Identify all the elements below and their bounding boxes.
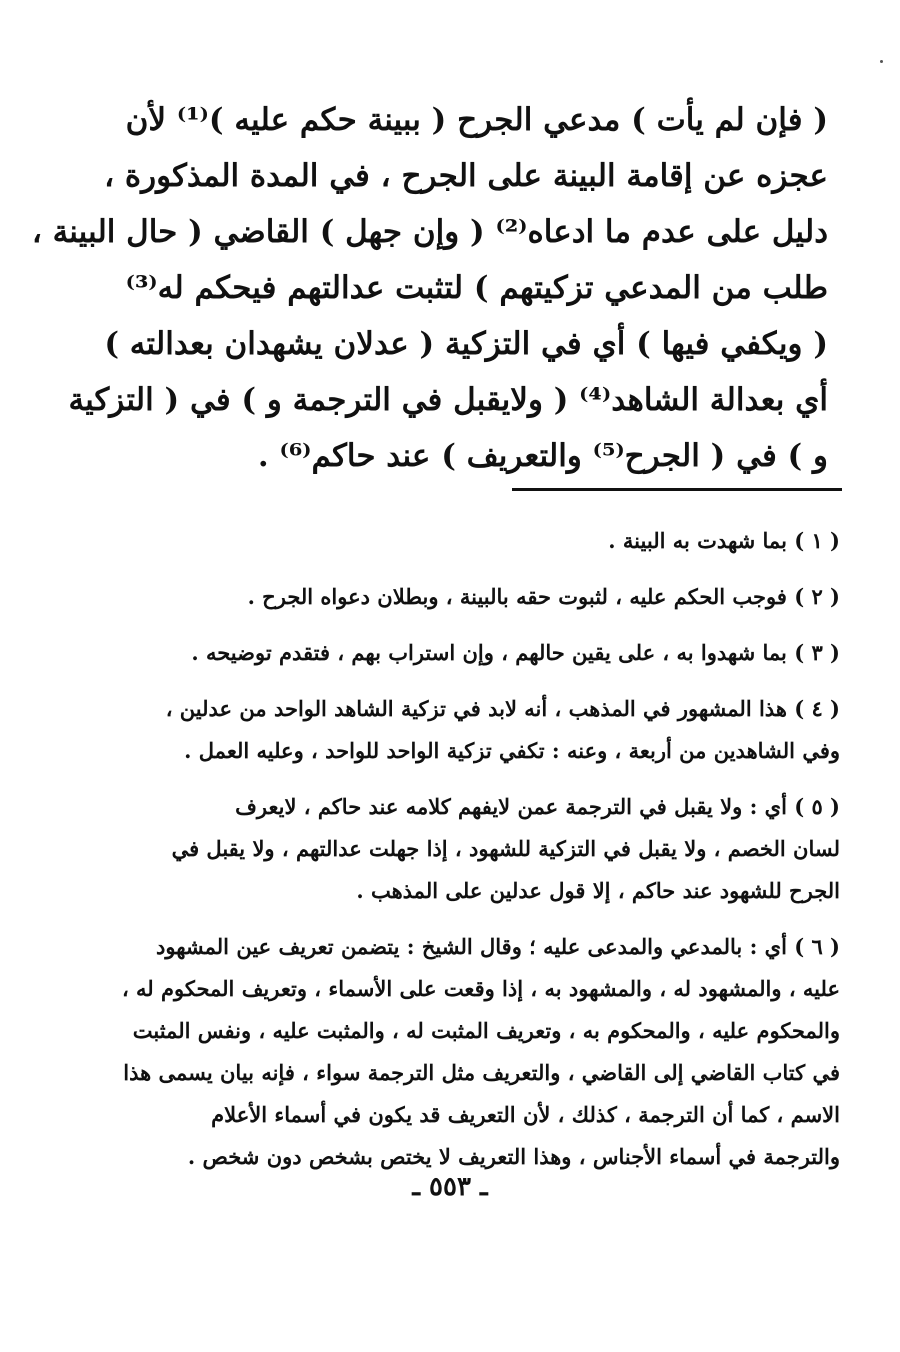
main-text-line: أي بعدالة الشاهد⁽⁴⁾ ( ولايقبل في الترجمة و ) في ( التزكية [68, 382, 828, 418]
footnote-divider [512, 488, 842, 491]
main-text-line: و ) في ( الجرح⁽⁵⁾ والتعريف ) عند حاكم⁽⁶⁾ . [257, 438, 828, 474]
footnote-line: في كتاب القاضي إلى القاضي ، والتعريف مثل الترجمة سواء ، فإنه بيان يسمى هذا [123, 1060, 840, 1085]
main-text-line: طلب من المدعي تزكيتهم ) لتثبت عدالتهم فيحكم له⁽³⁾ [125, 270, 828, 306]
footnote-line: لسان الخصم ، ولا يقبل في التزكية للشهود ، إذا جهلت عدالتهم ، ولا يقبل في [171, 836, 840, 861]
footnote-line: ( ٣ ) بما شهدوا به ، على يقين حالهم ، وإن استراب بهم ، فتقدم توضيحه . [191, 640, 840, 665]
footnote-1 [100, 520, 840, 562]
footnote-2 [100, 576, 840, 618]
footnote-line: الجرح للشهود عند حاكم ، إلا قول عدلين على المذهب . [356, 878, 840, 903]
footnote-line: وفي الشاهدين من أربعة ، وعنه : تكفي تزكية الواحد للواحد ، وعليه العمل . [184, 738, 840, 763]
footnote-line: ( ٢ ) فوجب الحكم عليه ، لثبوت حقه بالبينة ، وبطلان دعواه الجرح . [247, 584, 840, 609]
footnote-line: ( ٦ ) أي : بالمدعي والمدعى عليه ؛ وقال الشيخ : يتضمن تعريف عين المشهود [156, 934, 840, 959]
main-text-line: ( فإن لم يأت ) مدعي الجرح ( ببينة حكم عليه )⁽¹⁾ لأن [125, 102, 828, 138]
margin-speck [880, 60, 883, 63]
footnote-3 [100, 632, 840, 674]
footnote-line: عليه ، والمشهود له ، والمشهود به ، إذا وقعت على الأسماء ، وتعريف المحكوم له ، [121, 976, 840, 1001]
main-text-line: عجزه عن إقامة البينة على الجرح ، في المدة المذكورة ، [104, 158, 828, 194]
footnote-6 [100, 926, 840, 1178]
footnote-line: والترجمة في أسماء الأجناس ، وهذا التعريف لا يختص بشخص دون شخص . [187, 1144, 840, 1169]
footnote-4 [100, 688, 840, 772]
page-number: ـ ٥٥٣ ـ [412, 1172, 488, 1202]
footnote-line: والمحكوم عليه ، والمحكوم به ، وتعريف المثبت له ، والمثبت عليه ، ونفس المثبت [132, 1018, 840, 1043]
main-text-line: ( ويكفي فيها ) أي في التزكية ( عدلان يشهدان بعدالته ) [104, 326, 828, 362]
footnote-line: الاسم ، كما أن الترجمة ، كذلك ، لأن التعريف قد يكون في أسماء الأعلام [211, 1102, 840, 1127]
footnote-line: ( ٤ ) هذا المشهور في المذهب ، أنه لابد في تزكية الشاهد الواحد من عدلين ، [165, 696, 840, 721]
main-text-line: دليل على عدم ما ادعاه⁽²⁾ ( وإن جهل ) القاضي ( حال البينة ، [31, 214, 828, 250]
footnotes-section [100, 520, 840, 1192]
footnote-5 [100, 786, 840, 912]
footnote-line: ( ٥ ) أي : ولا يقبل في الترجمة عمن لايفهم كلامه عند حاكم ، لايعرف [235, 794, 840, 819]
main-text-block [31, 92, 828, 484]
footnote-line: ( ١ ) بما شهدت به البينة . [608, 528, 840, 553]
